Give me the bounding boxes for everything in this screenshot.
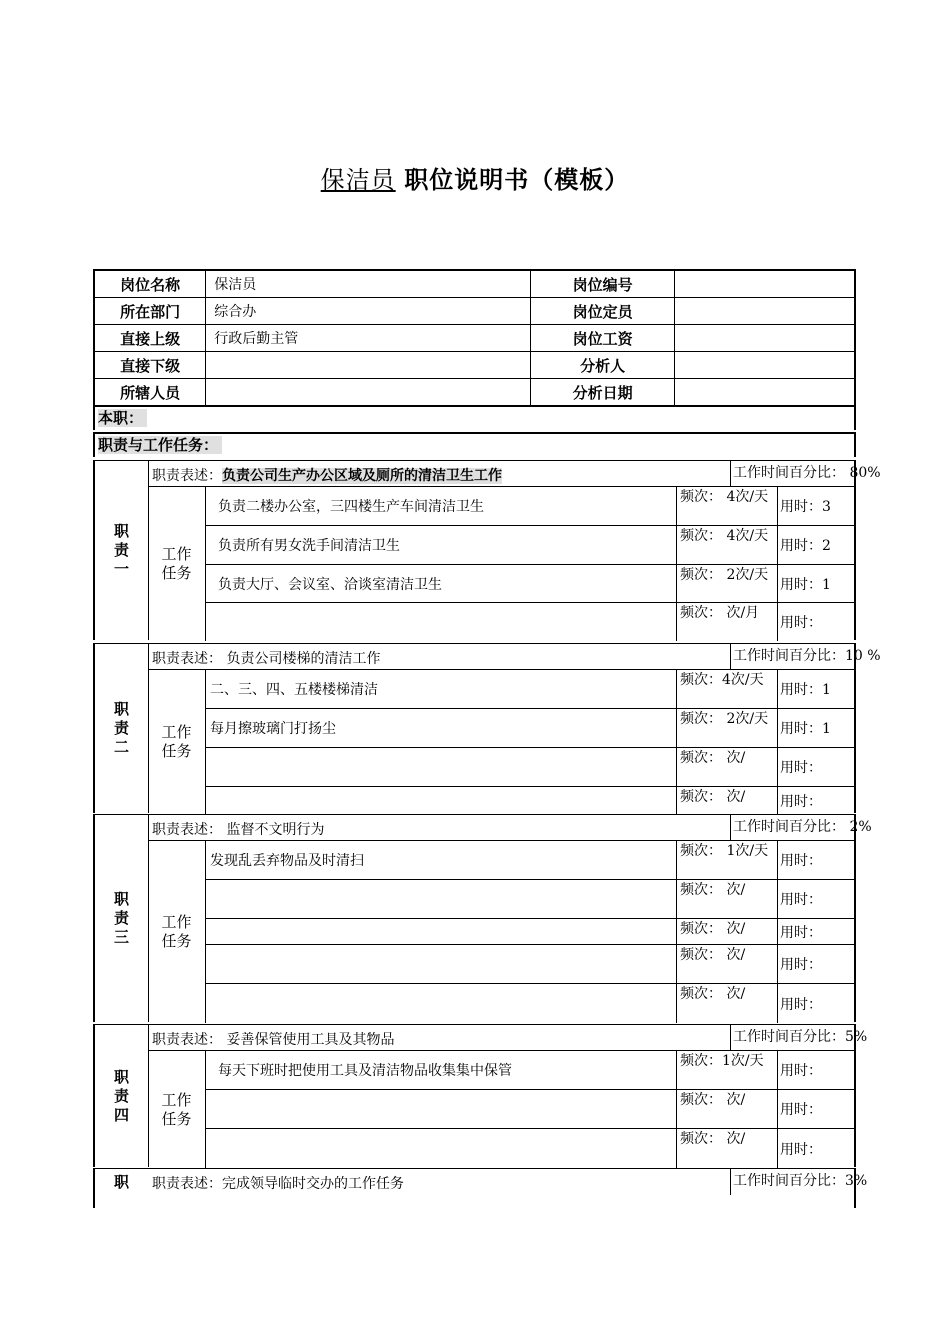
task-hours: 用时：1	[777, 670, 856, 708]
time-percentage: 工作时间百分比：5%	[730, 1025, 857, 1050]
task-row	[206, 565, 856, 603]
duty-description-text: 负责公司楼梯的清洁工作	[222, 651, 381, 667]
title-position: 保洁员	[320, 166, 396, 194]
task-row	[206, 748, 856, 787]
time-percentage: 工作时间百分比：10 %	[730, 644, 857, 669]
task-label	[148, 670, 206, 814]
task-frequency: 频次： 次/	[676, 880, 777, 918]
info-value	[674, 352, 855, 379]
task-text: 负责大厅、会议室、洽谈室清洁卫生	[218, 576, 442, 593]
info-value	[674, 298, 855, 325]
duty-description-row	[148, 644, 881, 670]
info-label: 岗位编号	[531, 270, 675, 298]
task-row	[206, 603, 856, 641]
task-frequency: 频次： 2次/天	[676, 565, 777, 602]
duty-block	[93, 1024, 868, 1167]
page-title	[0, 160, 950, 195]
task-frequency: 频次： 次/	[676, 919, 777, 944]
time-percentage: 工作时间百分比： 80%	[730, 461, 857, 486]
task-hours: 用时：	[777, 603, 856, 641]
task-frequency: 频次： 次/	[676, 984, 777, 1023]
duty-description	[152, 465, 502, 485]
task-text: 发现乱丢弃物品及时清扫	[210, 853, 364, 869]
duty-label	[95, 815, 149, 1022]
task-hours: 用时：	[777, 1129, 856, 1168]
task-text: 每天下班时把使用工具及清洁物品收集集中保管	[218, 1063, 512, 1079]
duty-description-row	[148, 1169, 868, 1195]
task-row	[206, 919, 856, 945]
task-hours: 用时：2	[777, 526, 856, 564]
duty-description-text: 完成领导临时交办的工作任务	[222, 1176, 404, 1192]
info-value: 保洁员	[206, 270, 531, 298]
task-hours: 用时：	[777, 748, 856, 786]
time-percentage: 工作时间百分比：3%	[730, 1169, 857, 1195]
info-row	[94, 325, 855, 352]
info-value: 综合办	[206, 298, 531, 325]
info-value: 行政后勤主管	[206, 325, 531, 352]
duty-description-row	[148, 815, 872, 841]
duty-description-prefix: 职责表述：	[152, 822, 222, 838]
task-label-text: 工作任务	[161, 723, 192, 760]
task-frequency: 频次： 次/	[676, 1090, 777, 1128]
task-hours: 用时：	[777, 880, 856, 918]
task-frequency: 频次： 4次/天	[676, 526, 777, 564]
task-row	[206, 1090, 856, 1129]
task-label-text: 工作任务	[161, 913, 192, 950]
task-hours: 用时：	[777, 919, 856, 944]
task-frequency: 频次： 次/	[676, 748, 777, 786]
task-row	[206, 526, 856, 565]
info-label: 岗位名称	[94, 270, 206, 298]
duty-label	[95, 644, 149, 813]
duty-label-text: 职责四	[113, 1067, 129, 1124]
task-frequency: 频次： 次/	[676, 945, 777, 983]
duty-block	[93, 1168, 868, 1208]
info-label: 分析人	[531, 352, 675, 379]
duty-description-text: 负责公司生产办公区域及厕所的清洁卫生工作	[222, 468, 502, 484]
task-text: 负责二楼办公室，三四楼生产车间清洁卫生	[218, 499, 484, 515]
task-hours: 用时：	[777, 841, 856, 879]
duty-description	[152, 648, 380, 668]
duty-label-text: 职责三	[113, 890, 129, 946]
task-hours: 用时：1	[777, 565, 856, 602]
info-label: 分析日期	[531, 379, 675, 406]
task-label	[148, 1051, 206, 1168]
info-row	[94, 270, 855, 298]
task-hours: 用时：	[777, 984, 856, 1023]
duty-description	[152, 1173, 404, 1193]
info-label: 岗位工资	[531, 325, 675, 352]
info-value	[674, 379, 855, 406]
task-label-text: 工作任务	[161, 545, 192, 582]
duty-description-prefix: 职责表述：	[152, 468, 222, 484]
duty-description-prefix: 职责表述：	[152, 1032, 222, 1048]
task-row	[206, 945, 856, 984]
info-label: 直接上级	[94, 325, 206, 352]
task-text: 负责所有男女洗手间清洁卫生	[218, 538, 400, 554]
duty-label-text: 职责一	[113, 522, 129, 578]
task-frequency: 频次： 2次/天	[676, 709, 777, 747]
duty-block	[93, 643, 881, 813]
title-rest: 职位说明书（模板）	[404, 165, 630, 194]
info-value	[206, 352, 531, 379]
info-row	[94, 352, 855, 379]
duty-block	[93, 460, 881, 640]
info-value	[674, 270, 855, 298]
task-row	[206, 787, 856, 814]
duty-description	[152, 819, 324, 839]
task-hours: 用时：	[777, 1090, 856, 1128]
task-hours: 用时：	[777, 945, 856, 983]
info-row	[94, 298, 855, 325]
task-frequency: 频次： 次/月	[676, 603, 777, 641]
task-row	[206, 1129, 856, 1168]
task-hours: 用时：	[777, 1051, 856, 1089]
duty-label	[95, 1025, 149, 1167]
task-row	[206, 880, 856, 919]
task-text: 二、三、四、五楼楼梯清洁	[210, 682, 378, 698]
time-percentage: 工作时间百分比： 2%	[730, 815, 857, 840]
task-frequency: 频次： 4次/天	[676, 487, 777, 525]
info-label: 岗位定员	[531, 298, 675, 325]
duty-description-row	[148, 1025, 868, 1051]
duty-description	[152, 1029, 394, 1049]
info-label: 直接下级	[94, 352, 206, 379]
info-value	[674, 325, 855, 352]
task-hours: 用时：1	[777, 709, 856, 747]
duty-description-prefix: 职责表述：	[152, 1176, 222, 1192]
task-row	[206, 670, 856, 709]
task-frequency: 频次： 次/	[676, 787, 777, 814]
duty-description-prefix: 职责表述：	[152, 651, 222, 667]
duty-label	[95, 1169, 148, 1208]
duty-description-row	[148, 461, 881, 487]
benzhi-row	[93, 405, 856, 430]
info-row	[94, 379, 855, 406]
task-label	[148, 841, 206, 1023]
task-label	[148, 487, 206, 641]
task-row	[206, 841, 856, 880]
duties-header-label: 职责与工作任务：	[98, 436, 222, 454]
task-frequency: 频次：4次/天	[676, 670, 777, 708]
task-row	[206, 1051, 856, 1090]
task-row	[206, 709, 856, 748]
duty-label-text: 职	[113, 1173, 129, 1191]
duties-header-row	[93, 432, 856, 457]
task-row	[206, 984, 856, 1023]
task-frequency: 频次：1次/天	[676, 1051, 777, 1089]
task-hours: 用时：3	[777, 487, 856, 525]
duty-block	[93, 814, 872, 1022]
info-label: 所在部门	[94, 298, 206, 325]
info-value	[206, 379, 531, 406]
task-frequency: 频次： 1次/天	[676, 841, 777, 879]
duty-description-text: 妥善保管使用工具及其物品	[222, 1032, 395, 1048]
duty-label-text: 职责二	[113, 700, 129, 756]
duty-description-text: 监督不文明行为	[222, 822, 325, 838]
benzhi-label: 本职：	[98, 409, 147, 427]
task-hours: 用时：	[777, 787, 856, 814]
task-frequency: 频次： 次/	[676, 1129, 777, 1168]
basic-info-table	[93, 269, 856, 406]
task-row	[206, 487, 856, 526]
duty-label	[95, 461, 149, 640]
info-label: 所辖人员	[94, 379, 206, 406]
task-label-text: 工作任务	[161, 1090, 192, 1128]
task-text: 每月擦玻璃门打扬尘	[210, 721, 336, 737]
